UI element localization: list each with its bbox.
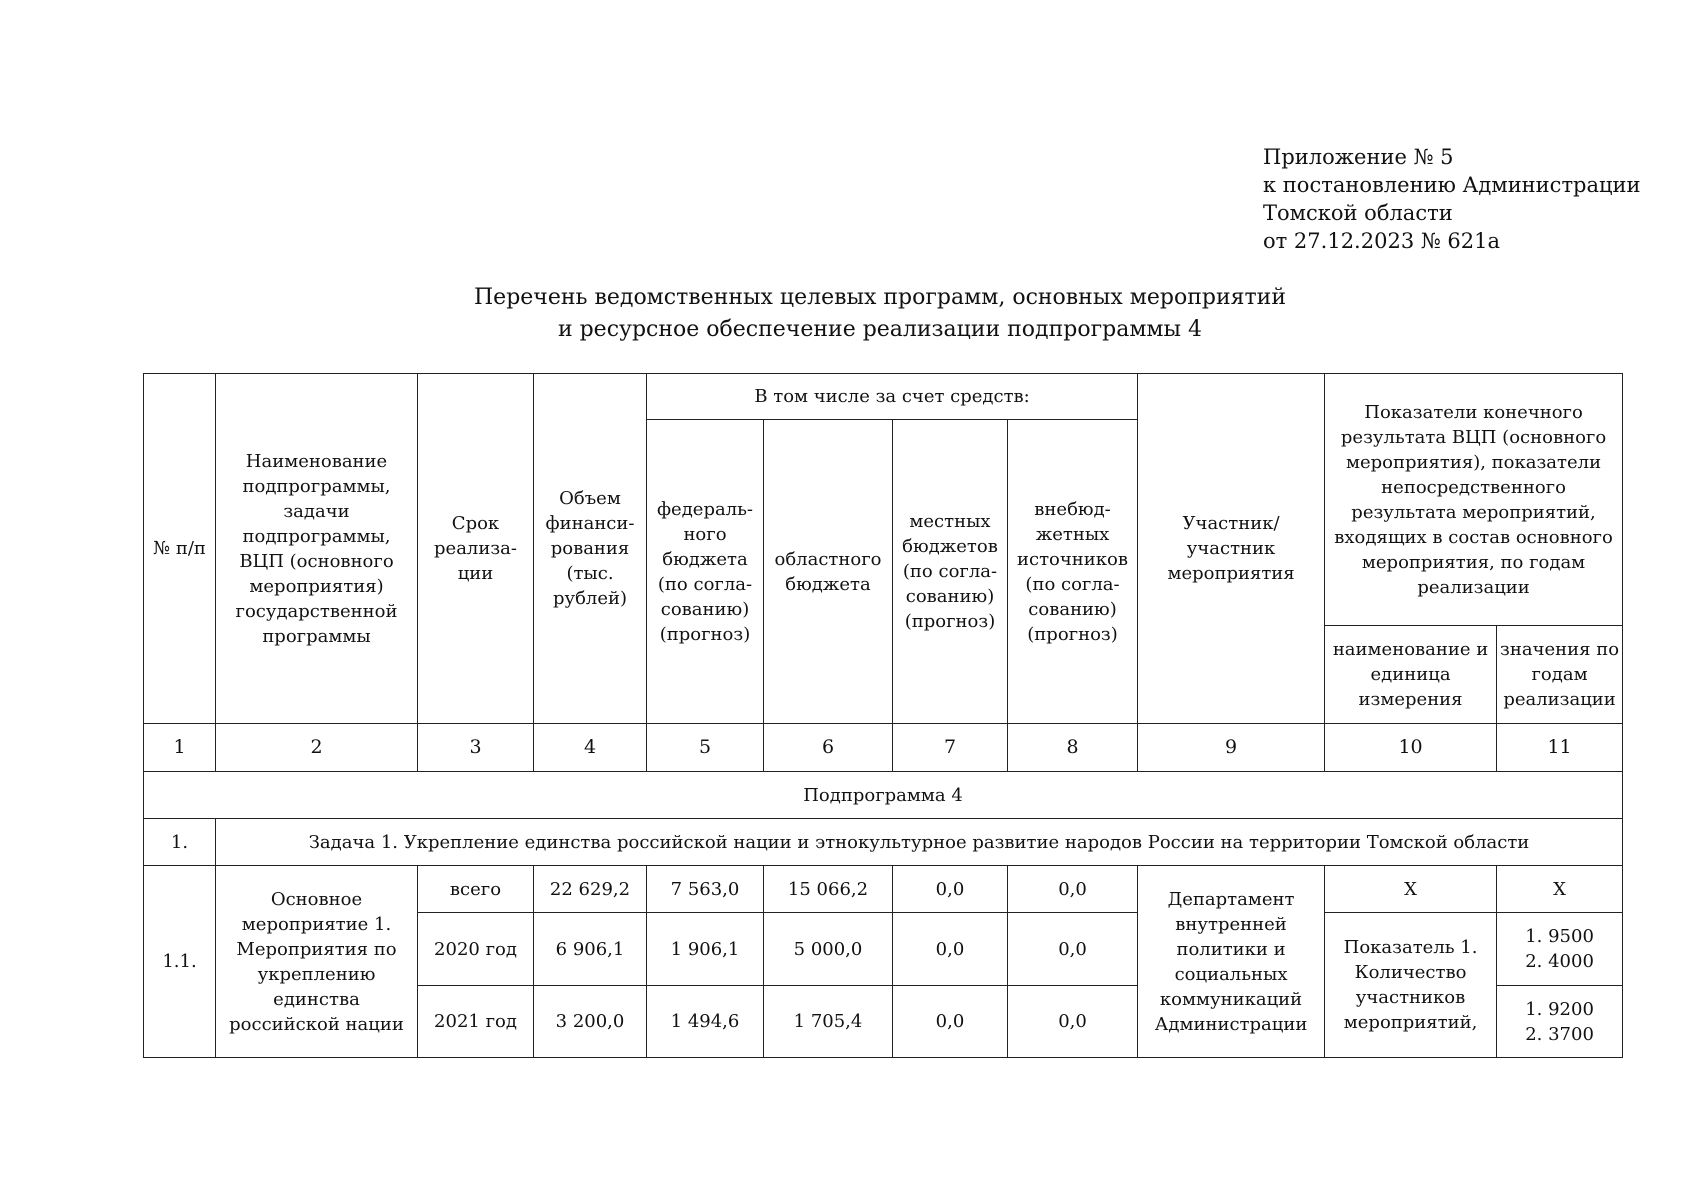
measure-name: Основное мероприятие 1. Мероприятия по укреплению единства российской нации xyxy=(216,866,418,1058)
document-title xyxy=(0,282,1698,346)
indicator-value: 2. 4000 xyxy=(1525,951,1594,972)
row-local: 0,0 xyxy=(893,986,1008,1058)
row-ind-values xyxy=(1497,986,1623,1058)
row-regional: 5 000,0 xyxy=(764,913,893,986)
row-regional: 15 066,2 xyxy=(764,866,893,913)
row-offbudget: 0,0 xyxy=(1008,986,1138,1058)
appendix-line: к постановлению Администрации xyxy=(1263,173,1641,197)
row-ind-name: Х xyxy=(1325,866,1497,913)
row-term: 2020 год xyxy=(418,913,534,986)
appendix-block xyxy=(1263,143,1641,255)
row-regional: 1 705,4 xyxy=(764,986,893,1058)
header-sources-group: В том числе за счет средств: xyxy=(647,374,1138,420)
task-text: Задача 1. Укрепление единства российской нации и этнокультурное развитие народов России на территории Томской области xyxy=(216,819,1623,866)
header-ind-name: наименование и единица измерения xyxy=(1325,626,1497,724)
indicator-value: 1. 9500 xyxy=(1525,926,1594,947)
subprogram-row: Подпрограмма 4 xyxy=(144,772,1623,819)
header-local: местных бюджетов (по согла-сованию) (прогноз) xyxy=(893,420,1008,724)
appendix-line: Томской области xyxy=(1263,201,1453,225)
programs-table xyxy=(143,373,1623,1058)
column-number: 6 xyxy=(764,724,893,772)
row-term: 2021 год xyxy=(418,986,534,1058)
header-offbudget: внебюд-жетных источников (по согла-сованию) (прогноз) xyxy=(1008,420,1138,724)
row-ind-values: Х xyxy=(1497,866,1623,913)
row-term: всего xyxy=(418,866,534,913)
indicator-name: Показатель 1. Количество участников мероприятий, xyxy=(1325,913,1497,1058)
header-num: № п/п xyxy=(144,374,216,724)
appendix-line: Приложение № 5 xyxy=(1263,145,1454,169)
column-number: 5 xyxy=(647,724,764,772)
title-line: и ресурсное обеспечение реализации подпрограммы 4 xyxy=(557,317,1203,342)
column-number: 9 xyxy=(1138,724,1325,772)
column-number: 11 xyxy=(1497,724,1623,772)
column-number: 2 xyxy=(216,724,418,772)
column-number: 8 xyxy=(1008,724,1138,772)
header-term: Срок реализа-ции xyxy=(418,374,534,724)
row-ind-values xyxy=(1497,913,1623,986)
column-number: 1 xyxy=(144,724,216,772)
row-volume: 6 906,1 xyxy=(534,913,647,986)
column-number: 3 xyxy=(418,724,534,772)
indicator-value: 2. 3700 xyxy=(1525,1023,1594,1045)
header-federal: федераль-ного бюджета (по согла-сованию) (прогноз) xyxy=(647,420,764,724)
row-local: 0,0 xyxy=(893,913,1008,986)
row-volume: 22 629,2 xyxy=(534,866,647,913)
measure-participant: Департамент внутренней политики и социальных коммуникаций Администрации xyxy=(1138,866,1325,1058)
header-regional: областного бюджета xyxy=(764,420,893,724)
column-number: 4 xyxy=(534,724,647,772)
row-offbudget: 0,0 xyxy=(1008,913,1138,986)
header-name: Наименование подпрограммы, задачи подпрограммы, ВЦП (основного мероприятия) государственной программы xyxy=(216,374,418,724)
header-participant: Участник/ участник мероприятия xyxy=(1138,374,1325,724)
row-federal: 7 563,0 xyxy=(647,866,764,913)
header-indicators-group: Показатели конечного результата ВЦП (основного мероприятия), показатели непосредственного результата мероприятий, входящих в состав основного мероприятия, по годам реализации xyxy=(1325,374,1623,626)
measure-number: 1.1. xyxy=(144,866,216,1058)
row-federal: 1 494,6 xyxy=(647,986,764,1058)
column-number: 7 xyxy=(893,724,1008,772)
row-local: 0,0 xyxy=(893,866,1008,913)
header-ind-values: значения по годам реализации xyxy=(1497,626,1623,724)
header-volume: Объем финанси-рования (тыс. рублей) xyxy=(534,374,647,724)
task-number: 1. xyxy=(144,819,216,866)
title-line: Перечень ведомственных целевых программ, основных мероприятий xyxy=(473,285,1286,310)
row-offbudget: 0,0 xyxy=(1008,866,1138,913)
appendix-line: от 27.12.2023 № 621а xyxy=(1263,229,1500,253)
indicator-value: 1. 9200 xyxy=(1525,998,1594,1020)
row-federal: 1 906,1 xyxy=(647,913,764,986)
row-volume: 3 200,0 xyxy=(534,986,647,1058)
column-number: 10 xyxy=(1325,724,1497,772)
